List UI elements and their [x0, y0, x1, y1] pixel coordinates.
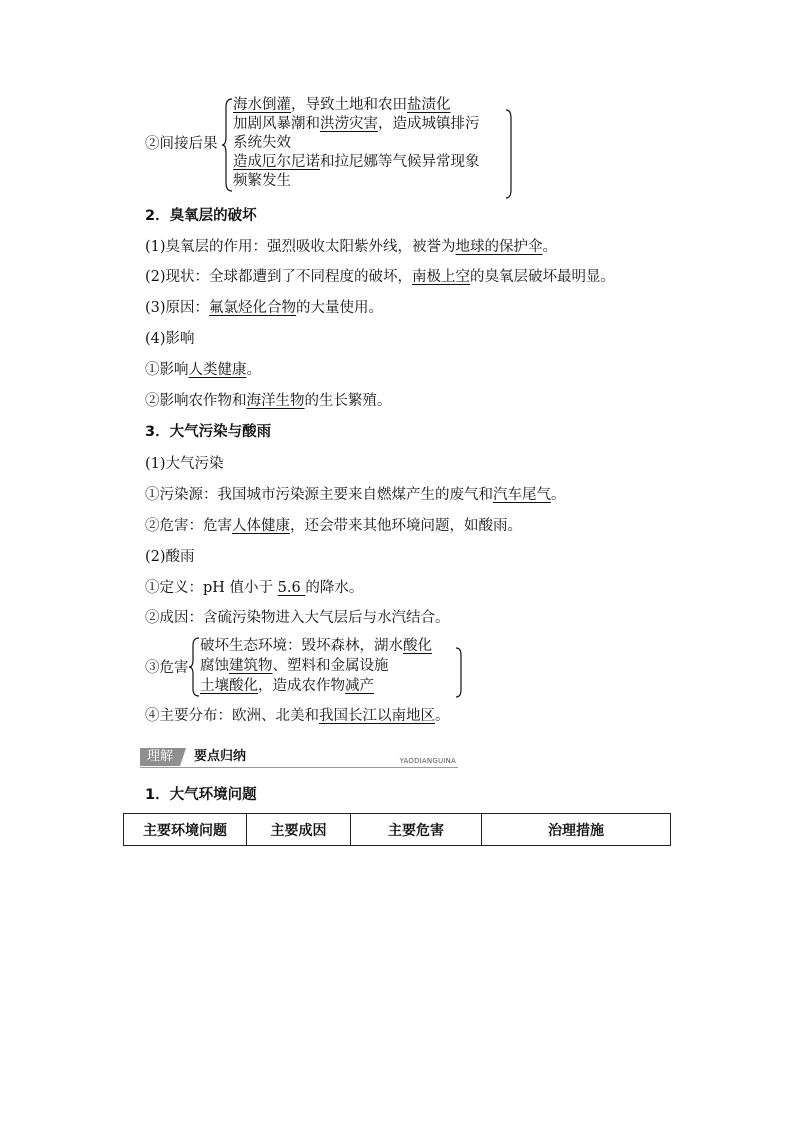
key-term: 盐渍化	[407, 97, 451, 113]
indirect-consequence-item-2: 加剧风暴潮和洪涝灾害，造成城镇排污	[233, 116, 480, 132]
acid-rain-distribution: ④主要分布：欧洲、北美和我国长江以南地区。	[145, 708, 450, 724]
key-term: 减产	[345, 678, 374, 694]
air-pollution-subheading: (1)大气污染	[145, 456, 224, 472]
ozone-impact-subheading: (4)影响	[145, 331, 195, 347]
acid-rain-harm-item-2: 腐蚀建筑物、塑料和金属设施	[200, 658, 389, 674]
right-bracket-icon	[505, 108, 513, 200]
section-heading-pollution: 3．大气污染与酸雨	[145, 424, 272, 440]
banner-title: 要点归纳	[194, 749, 247, 764]
banner-tag: 理解	[140, 748, 180, 766]
key-term: 南极上空	[412, 269, 471, 285]
table-header-cell: 治理措施	[482, 814, 671, 846]
key-term: 5.6	[277, 580, 306, 596]
ozone-status-paragraph: (2)现状：全球都遭到了不同程度的破坏，南极上空的臭氧层破坏最明显。	[145, 269, 616, 285]
indirect-consequence-item-3: 造成厄尔尼诺和拉尼娜等气候异常现象	[233, 154, 480, 170]
indirect-consequence-label: ②间接后果	[145, 136, 218, 152]
table-header-cell: 主要危害	[351, 814, 482, 846]
acid-rain-cause: ②成因：含硫污染物进入大气层后与水汽结合。	[145, 610, 450, 626]
key-term: 地球的保护伞	[455, 239, 543, 255]
acid-rain-harm-label: ③危害	[145, 660, 189, 676]
section-heading-ozone: 2．臭氧层的破坏	[145, 208, 257, 224]
key-term: 人体健康	[232, 518, 290, 534]
key-term: 造成厄尔尼诺	[233, 154, 320, 170]
key-term: 海洋生物	[246, 393, 305, 409]
key-term: 酸化	[403, 638, 432, 654]
ozone-impact-item-1: ①影响人类健康。	[145, 362, 261, 378]
key-term: 人类健康	[188, 362, 247, 378]
pollution-source-paragraph: ①污染源：我国城市污染源主要来自燃煤产生的废气和汽车尾气。	[145, 487, 566, 503]
acid-rain-harm-item-3: 土壤酸化，造成农作物减产	[200, 678, 374, 694]
key-term: 洪涝灾害	[320, 116, 378, 132]
acid-rain-definition: ①定义：pH 值小于 5.6 的降水。	[145, 580, 364, 596]
banner-slash-decoration	[180, 748, 186, 766]
banner-subtitle: YAODIANGUINA	[399, 757, 456, 765]
table-header-cell: 主要成因	[247, 814, 351, 846]
indirect-consequence-item-2-cont: 系统失效	[233, 135, 291, 151]
key-term: 汽车尾气	[493, 487, 551, 503]
indirect-consequence-item-3-cont: 频繁发生	[233, 173, 291, 189]
section-heading-atmosphere: 1．大气环境问题	[145, 787, 257, 803]
pollution-harm-paragraph: ②危害：危害人体健康，还会带来其他环境问题，如酸雨。	[145, 518, 522, 534]
key-term: 海水倒灌	[233, 97, 291, 113]
key-term: 建筑物	[229, 658, 273, 674]
key-term: 我国长江以南地区	[319, 708, 435, 724]
indirect-consequence-item-1: 海水倒灌，导致土地和农田盐渍化	[233, 97, 451, 113]
key-term: 土壤酸化	[200, 678, 258, 694]
section-banner	[140, 748, 458, 772]
ozone-impact-item-2: ②影响农作物和海洋生物的生长繁殖。	[145, 393, 392, 409]
table-header-row	[124, 814, 671, 846]
acid-rain-subheading: (2)酸雨	[145, 549, 195, 565]
ozone-role-paragraph: (1)臭氧层的作用：强烈吸收太阳紫外线，被誉为地球的保护伞。	[145, 239, 558, 255]
ozone-cause-paragraph: (3)原因：氟氯烃化合物的大量使用。	[145, 300, 384, 316]
table-header-cell: 主要环境问题	[124, 814, 247, 846]
environment-issues-table	[123, 813, 671, 846]
acid-rain-harm-item-1: 破坏生态环境：毁坏森林，湖水酸化	[200, 638, 432, 654]
key-term: 氟氯烃化合物	[209, 300, 297, 316]
right-bracket-icon	[455, 646, 463, 700]
banner-divider	[140, 767, 458, 768]
